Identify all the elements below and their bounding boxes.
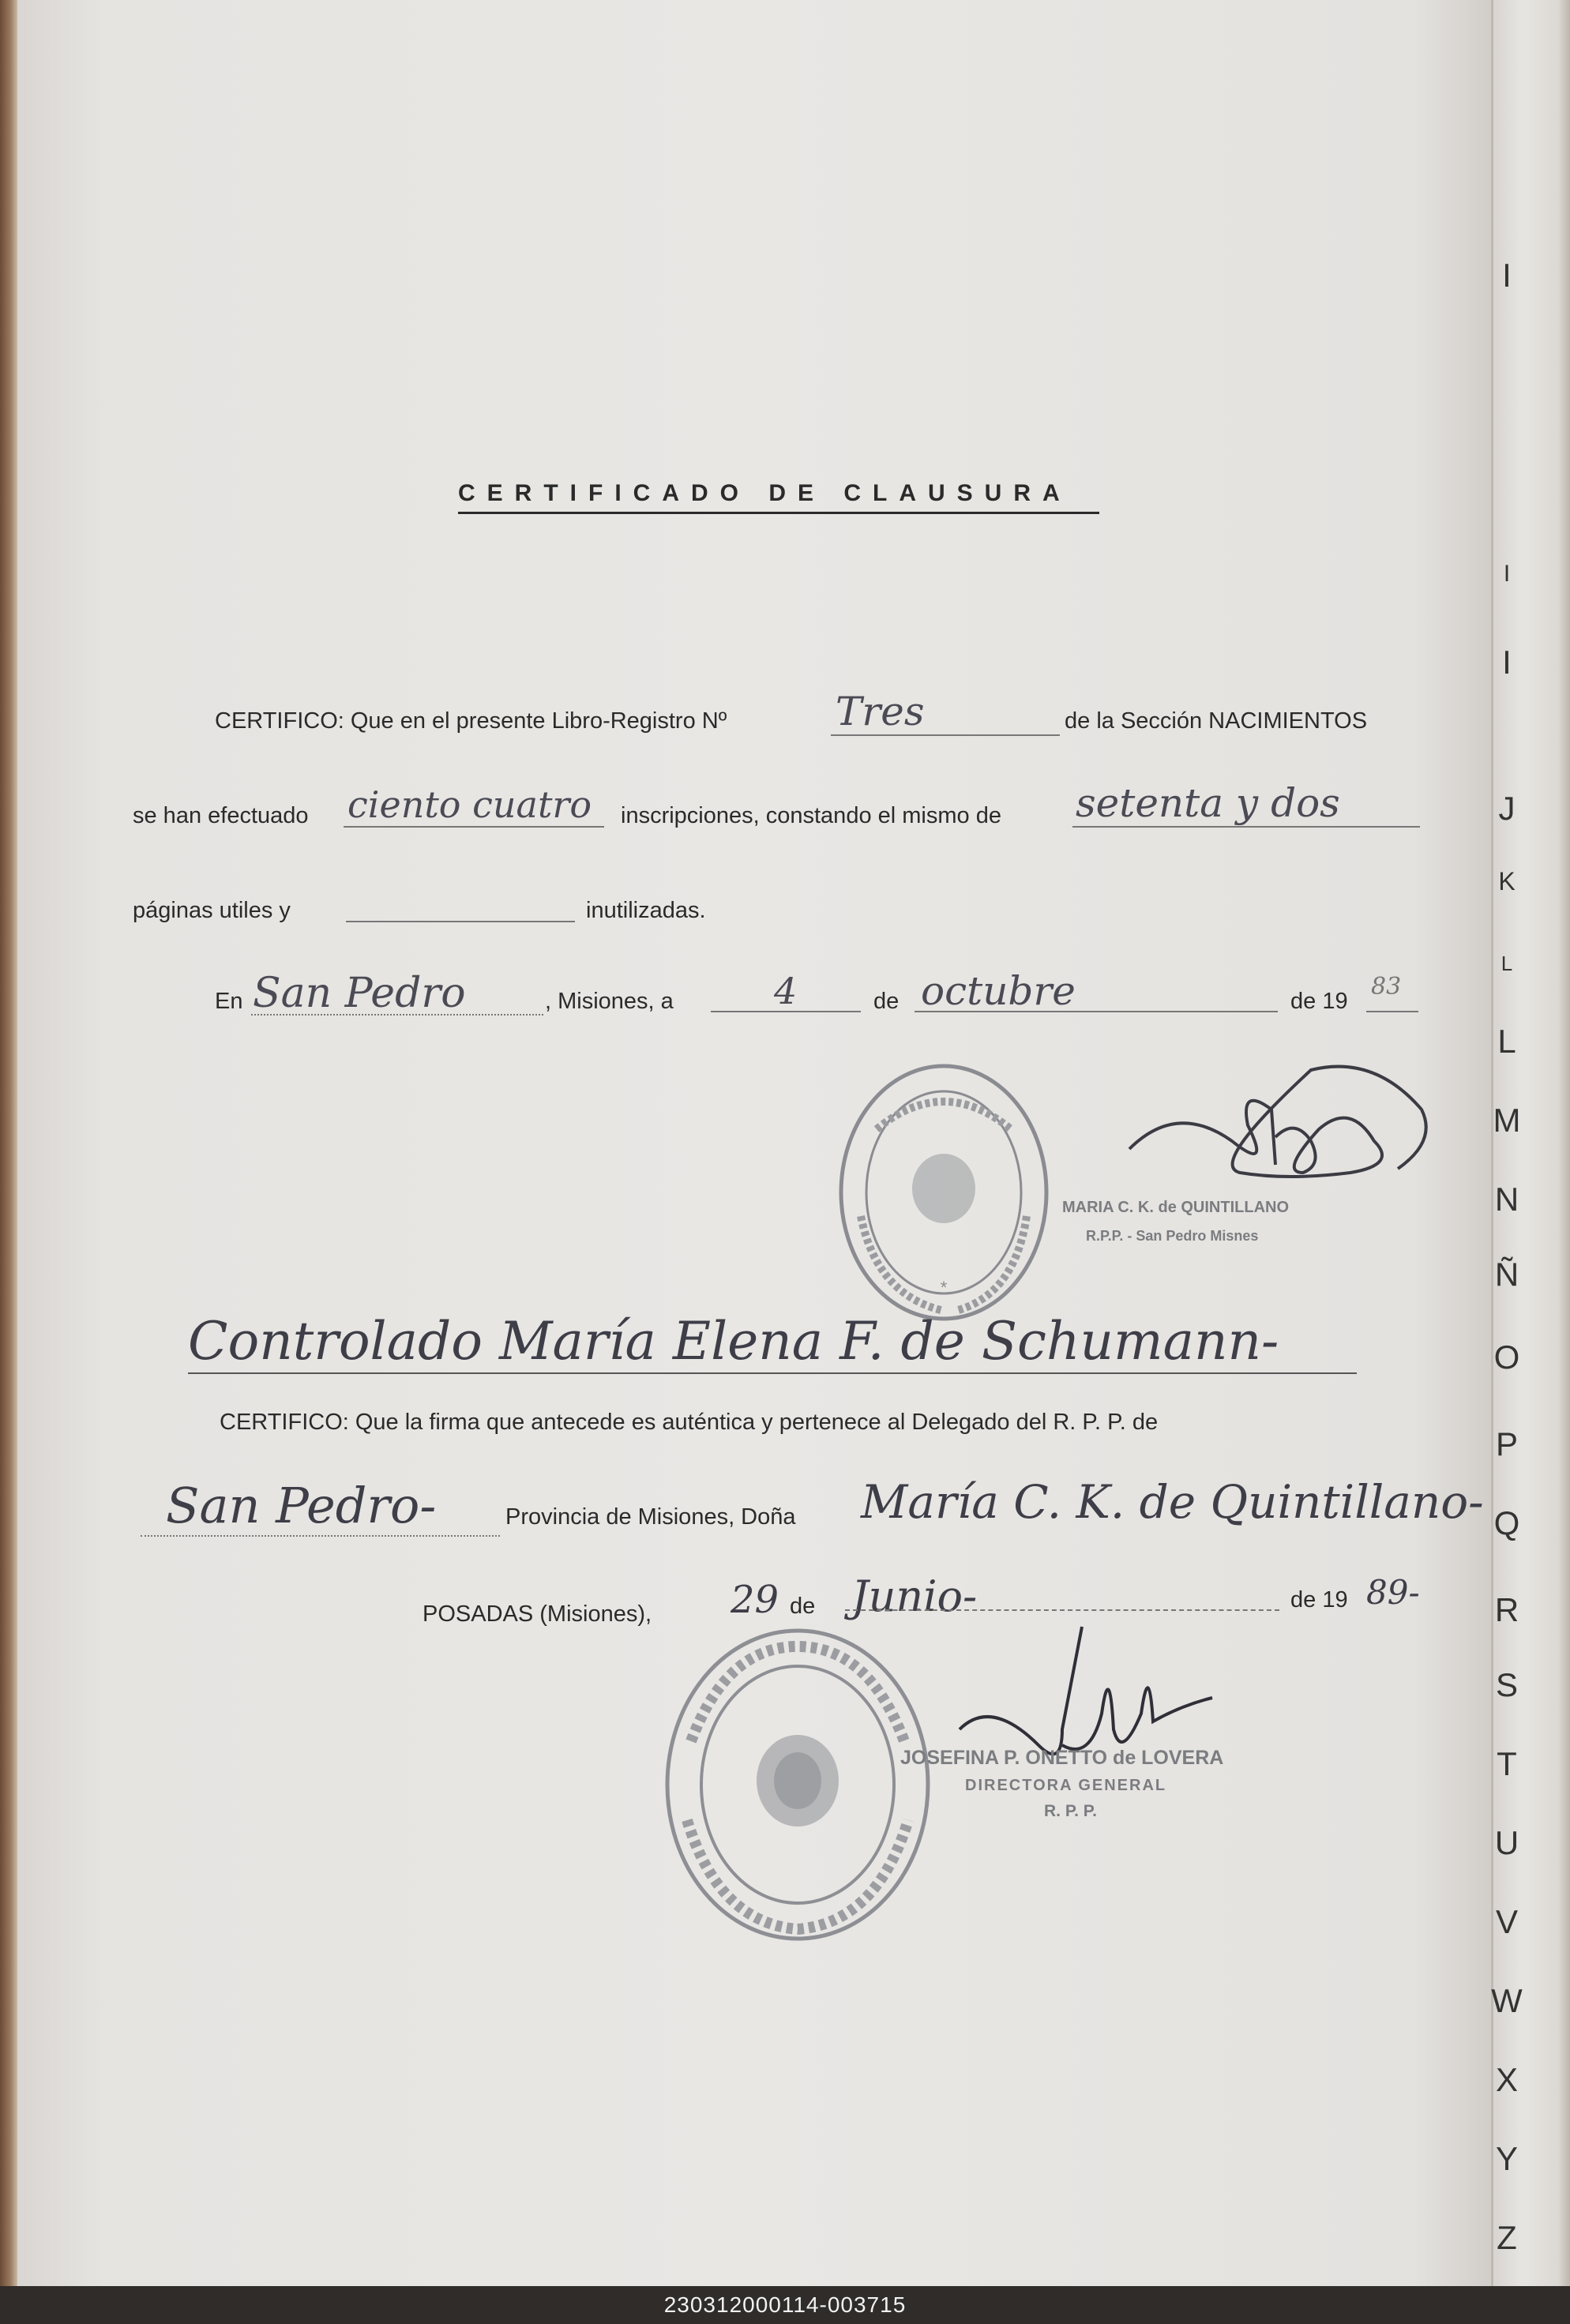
- registry-seal-1: [829, 1058, 1058, 1327]
- index-letter: S: [1495, 1666, 1518, 1703]
- month2-handwritten: Junio-: [851, 1571, 978, 1621]
- stamp2-name: JOSEFINA P. ONETTO de LOVERA: [900, 1747, 1224, 1769]
- index-letter: J: [1498, 790, 1516, 827]
- signature-1: [1114, 1054, 1445, 1212]
- paginas-handwritten: setenta y dos: [1076, 780, 1340, 826]
- year2-handwritten: 89-: [1366, 1573, 1420, 1612]
- index-letter: W: [1491, 1982, 1523, 2019]
- index-tab-edge: [1491, 0, 1493, 2286]
- inutilizadas-line: [346, 921, 575, 922]
- person-handwritten: María C. K. de Quintillano-: [861, 1475, 1484, 1529]
- cert1-line3-end: inutilizadas.: [586, 898, 706, 923]
- index-letter: Y: [1495, 2140, 1518, 2177]
- stamp2-role: DIRECTORA GENERAL: [965, 1777, 1167, 1794]
- inscripciones-line: [344, 826, 604, 828]
- place-suffix: , Misiones, a: [545, 989, 674, 1014]
- index-letter: I: [1502, 257, 1512, 294]
- place-handwritten: San Pedro: [253, 970, 466, 1017]
- cert1-line3-text: páginas utiles y: [133, 898, 291, 923]
- date2-de: de: [790, 1594, 816, 1619]
- year2-prefix: de 19: [1290, 1587, 1348, 1613]
- index-letter: Ñ: [1494, 1256, 1519, 1293]
- index-letter: P: [1495, 1425, 1518, 1462]
- index-letter: Q: [1493, 1504, 1520, 1541]
- city-text: POSADAS (Misiones),: [423, 1601, 652, 1627]
- paginas-line: [1072, 826, 1420, 828]
- index-letter: L: [1497, 1023, 1516, 1060]
- book-spine: [0, 0, 17, 2286]
- controlado-handwritten: Controlado María Elena F. de Schumann-: [188, 1311, 1279, 1372]
- day-line: [711, 1011, 861, 1012]
- index-letter: U: [1494, 1824, 1519, 1861]
- document-title: CERTIFICADO DE CLAUSURA: [458, 480, 1072, 506]
- cert2-line1-text: CERTIFICO: Que la firma que antecede es auténtica y pertenece al Delegado del R. P. P. de: [220, 1410, 1159, 1435]
- index-letter: M: [1493, 1102, 1521, 1139]
- index-letter: T: [1497, 1745, 1517, 1782]
- index-letter: K: [1498, 867, 1516, 895]
- index-letter: R: [1494, 1591, 1519, 1628]
- index-letter: O: [1493, 1338, 1520, 1376]
- index-tab-strip: [1491, 0, 1570, 2286]
- registry-seal-2: [655, 1623, 940, 1947]
- cert1-line2-text: se han efectuado: [133, 803, 309, 828]
- svg-text:*: *: [940, 1278, 948, 1297]
- libro-number-handwritten: Tres: [836, 689, 925, 734]
- place-prefix: En: [215, 989, 243, 1014]
- index-letter: L: [1501, 952, 1513, 975]
- day-handwritten: 4: [774, 970, 798, 1012]
- inscripciones-handwritten: ciento cuatro: [347, 783, 592, 826]
- stamp1-role: R.P.P. - San Pedro Misnes: [1086, 1228, 1259, 1244]
- year-handwritten: 83: [1371, 973, 1402, 1001]
- cert1-line1-text: CERTIFICO: Que en el presente Libro-Registro Nº: [215, 708, 727, 734]
- day2-handwritten: 29: [731, 1578, 779, 1622]
- date-de: de: [873, 989, 900, 1014]
- cert2-line2-text: Provincia de Misiones, Doña: [505, 1504, 796, 1530]
- index-letter: X: [1495, 2061, 1518, 2098]
- libro-number-line: [831, 734, 1060, 736]
- place2-handwritten: San Pedro-: [166, 1477, 437, 1534]
- cert1-line2-mid: inscripciones, constando el mismo de: [621, 803, 1001, 828]
- controlado-line: [188, 1372, 1357, 1374]
- place-line: [251, 1014, 543, 1016]
- index-letter: I: [1503, 561, 1511, 587]
- year-line: [1366, 1011, 1418, 1012]
- cert1-line1-section: de la Sección NACIMIENTOS: [1065, 708, 1368, 734]
- year-prefix: de 19: [1290, 989, 1348, 1014]
- image-id-caption: 230312000114-003715: [663, 2292, 907, 2317]
- month-line: [915, 1011, 1278, 1012]
- stamp1-name: MARIA C. K. de QUINTILLANO: [1062, 1199, 1290, 1216]
- stamp2-org: R. P. P.: [1044, 1802, 1097, 1820]
- month-handwritten: octubre: [921, 968, 1076, 1014]
- place2-line: [141, 1535, 500, 1537]
- index-letter: N: [1494, 1181, 1519, 1218]
- index-letter: V: [1495, 1903, 1518, 1940]
- index-letter: I: [1502, 644, 1512, 681]
- title-underline: [458, 512, 1099, 514]
- index-letter: Z: [1497, 2219, 1517, 2256]
